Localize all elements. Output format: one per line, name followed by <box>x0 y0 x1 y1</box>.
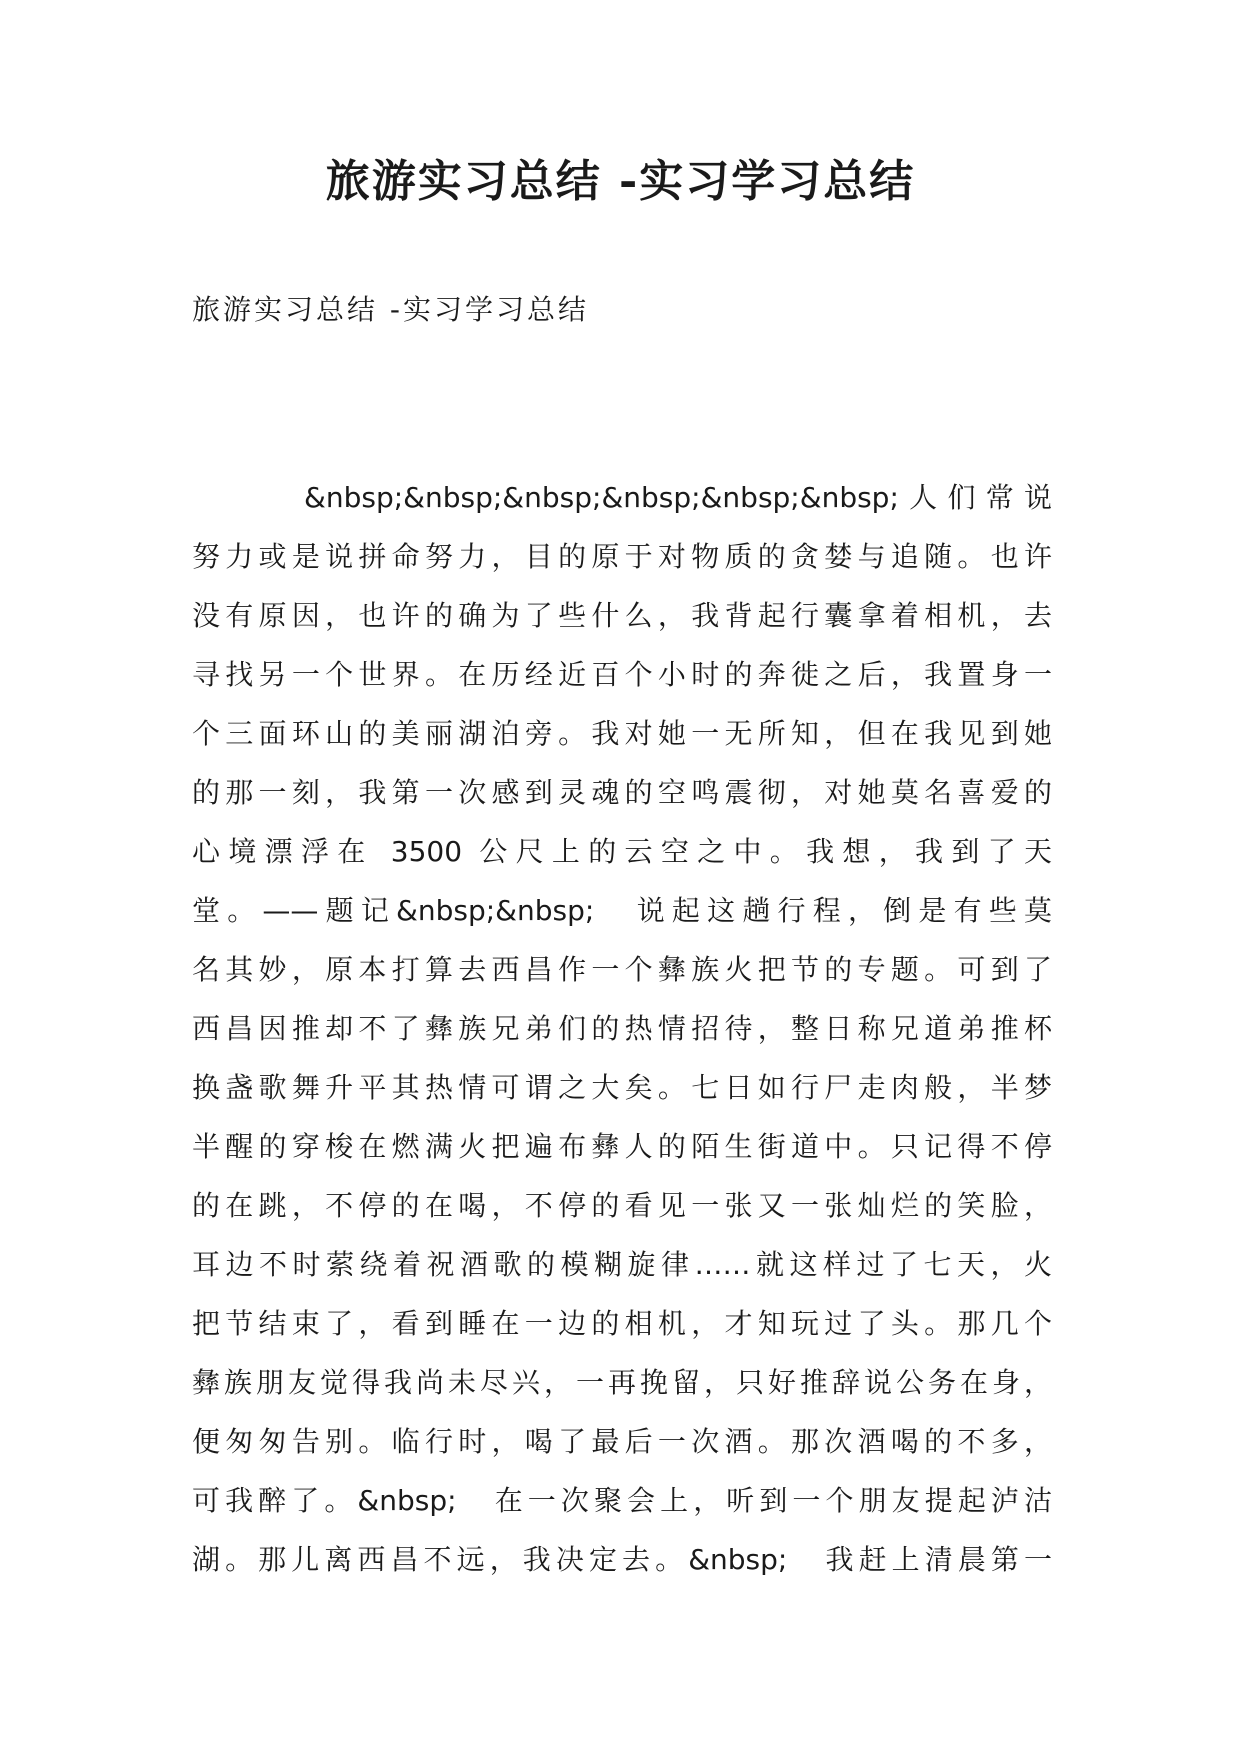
body-line: 把节结束了，看到睡在一边的相机，才知玩过了头。那几个 <box>192 1307 1052 1340</box>
body-line: 没有原因，也许的确为了些什么，我背起行囊拿着相机，去 <box>192 599 1052 632</box>
body-line: 可我醉了。&nbsp; 在一次聚会上，听到一个朋友提起泸沽 <box>192 1484 1052 1517</box>
document-subtitle: 旅游实习总结 -实习学习总结 <box>192 293 590 326</box>
body-line: 的那一刻，我第一次感到灵魂的空鸣震彻，对她莫名喜爱的 <box>192 776 1052 809</box>
body-line: 半醒的穿梭在燃满火把遍布彝人的陌生街道中。只记得不停 <box>192 1130 1052 1163</box>
page-title: 旅游实习总结 -实习学习总结 <box>325 156 916 207</box>
body-text <box>192 468 1052 1589</box>
body-line: 湖。那儿离西昌不远，我决定去。&nbsp; 我赶上清晨第一 <box>192 1543 1052 1576</box>
body-line: 耳边不时萦绕着祝酒歌的模糊旋律……就这样过了七天，火 <box>192 1248 1052 1281</box>
body-line: 寻找另一个世界。在历经近百个小时的奔徙之后，我置身一 <box>192 658 1052 691</box>
body-line: 个三面环山的美丽湖泊旁。我对她一无所知，但在我见到她 <box>192 717 1052 750</box>
body-line: 努力或是说拼命努力，目的原于对物质的贪婪与追随。也许 <box>192 540 1052 573</box>
body-line: 名其妙，原本打算去西昌作一个彝族火把节的专题。可到了 <box>192 953 1052 986</box>
body-line: 彝族朋友觉得我尚未尽兴，一再挽留，只好推辞说公务在身， <box>192 1366 1052 1399</box>
body-line: 的在跳，不停的在喝，不停的看见一张又一张灿烂的笑脸， <box>192 1189 1052 1222</box>
body-line: 便匆匆告别。临行时，喝了最后一次酒。那次酒喝的不多， <box>192 1425 1052 1458</box>
body-line: 堂。——题记&nbsp;&nbsp; 说起这趟行程，倒是有些莫 <box>192 894 1052 927</box>
body-line: 西昌因推却不了彝族兄弟们的热情招待，整日称兄道弟推杯 <box>192 1012 1052 1045</box>
body-line: 换盏歌舞升平其热情可谓之大矣。七日如行尸走肉般，半梦 <box>192 1071 1052 1104</box>
body-line: &nbsp;&nbsp;&nbsp;&nbsp;&nbsp;&nbsp;人们常说 <box>304 481 1052 514</box>
body-line: 心境漂浮在 3500 公尺上的云空之中。我想，我到了天 <box>192 835 1052 868</box>
